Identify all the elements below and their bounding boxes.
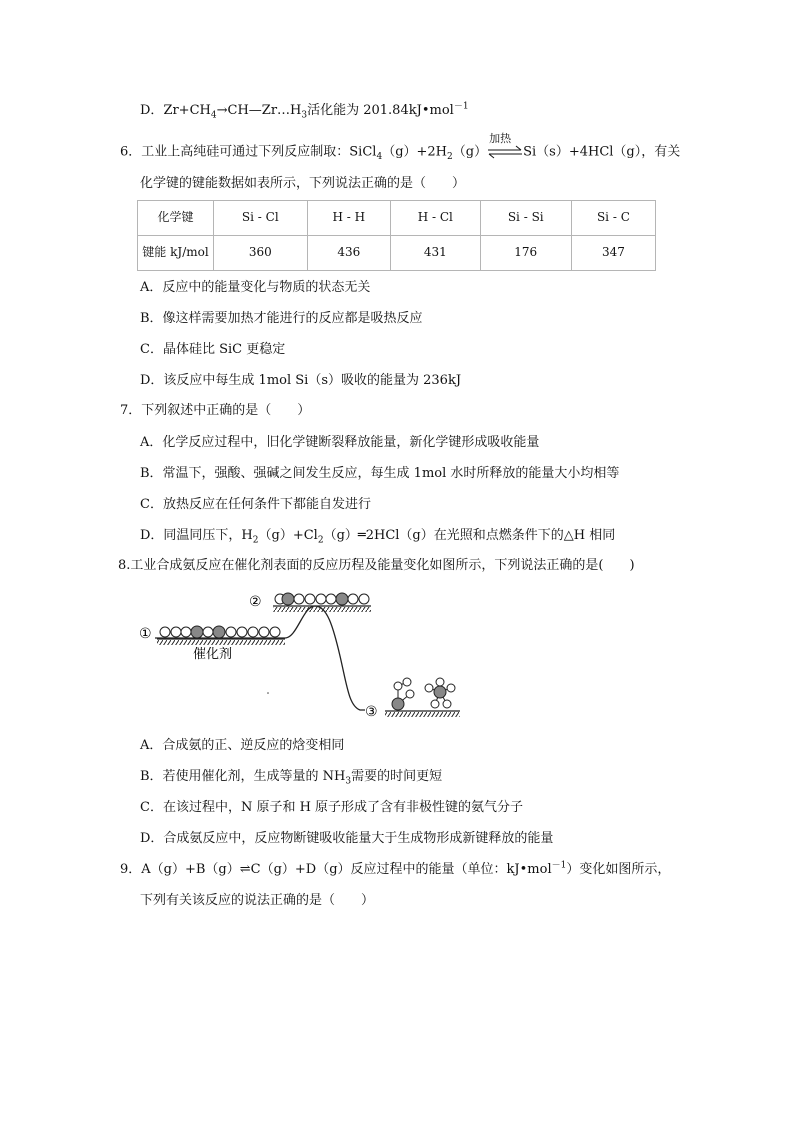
text-part: 工业上高纯硅可通过下列反应制取：SiCl (141, 144, 377, 160)
text-part: （g）═2HCl（g）在光照和点燃条件下的△H 相同 (323, 528, 616, 543)
state-label-1: ① (139, 626, 152, 642)
text-part: 需要的时间更短 (351, 769, 443, 784)
catalyst-surface-diagram (135, 586, 475, 726)
equilibrium-arrow-icon (487, 132, 523, 159)
text-part: （g）+Cl (258, 528, 318, 543)
text-part: B．若使用催化剂，生成等量的 NH (140, 769, 346, 784)
superscript: －1 (453, 101, 469, 112)
subscript: 3 (345, 776, 352, 787)
subscript: 2 (447, 152, 453, 163)
subscript: 2 (317, 535, 324, 546)
reaction-condition: 加热 (489, 132, 512, 145)
text-part: Si（s）+4HCl（g），有关 (523, 144, 681, 160)
subscript: 4 (376, 152, 383, 163)
q7-stem: 7．下列叙述中正确的是（ ） (120, 403, 311, 418)
q7-option-a: A．化学反应过程中，旧化学键断裂释放能量，新化学键形成吸收能量 (140, 435, 540, 450)
q8-option-a: A．合成氨的正、逆反应的焓变相同 (140, 738, 345, 753)
table-header-cell: Si - Si (480, 201, 571, 236)
bond-energy-table (137, 200, 656, 271)
text-part: →CH—Zr…H (216, 103, 302, 118)
q7-option-b: B．常温下，强酸、强碱之间发生反应，每生成 1mol 水时所释放的能量大小均相等 (140, 466, 620, 481)
table-row (138, 236, 656, 271)
q6-option-d: D．该反应中每生成 1mol Si（s）吸收的能量为 236kJ (140, 373, 462, 388)
reaction-pathway-figure (135, 586, 475, 731)
q5-option-d (140, 101, 469, 121)
catalyst-label: 催化剂 (193, 647, 233, 662)
q6-option-a: A．反应中的能量变化与物质的状态无关 (140, 280, 371, 295)
superscript: －1 (551, 860, 567, 871)
table-header-cell: Si - C (571, 201, 655, 236)
table-header-cell: H - Cl (390, 201, 480, 236)
text-part: ）变化如图所示， (566, 862, 671, 877)
q6-stem (120, 132, 681, 163)
q6-option-b: B．像这样需要加热才能进行的反应都是吸热反应 (140, 311, 423, 326)
text-part: 活化能为 201.84kJ•mol (307, 103, 454, 118)
table-cell: 431 (390, 236, 480, 271)
q6-option-c: C．晶体硅比 SiC 更稳定 (140, 342, 286, 357)
state-label-3: ③ (365, 704, 378, 720)
table-cell: 键能 kJ/mol (138, 236, 214, 271)
subscript: 3 (301, 110, 308, 121)
table-header-cell: Si - Cl (214, 201, 308, 236)
subscript: 2 (252, 535, 259, 546)
table-cell: 436 (307, 236, 390, 271)
text-part: 9．A（g）+B（g）⇌C（g）+D（g）反应过程中的能量（单位：kJ•mol (120, 862, 552, 877)
q7-option-d (140, 529, 615, 544)
option-letter: D． (140, 103, 164, 118)
table-cell: 176 (480, 236, 571, 271)
q8-option-d: D．合成氨反应中，反应物断键吸收能量大于生成物形成新键释放的能量 (140, 831, 554, 846)
table-cell: 360 (214, 236, 308, 271)
q8-stem: 8.工业合成氨反应在催化剂表面的反应历程及能量变化如图所示，下列说法正确的是( ) (118, 558, 635, 573)
text-part: Zr+CH (163, 103, 211, 118)
question-number: 6． (120, 144, 142, 160)
state-label-2: ② (249, 594, 262, 610)
table-header-cell: 化学键 (138, 201, 214, 236)
q9-stem-line2: 下列有关该反应的说法正确的是（ ） (140, 893, 375, 908)
q9-stem (120, 860, 671, 878)
q6-stem-line2: 化学键的键能数据如表所示，下列说法正确的是（ ） (140, 176, 466, 191)
q8-option-c: C．在该过程中，N 原子和 H 原子形成了含有非极性键的氨气分子 (140, 800, 524, 815)
table-header-cell: H - H (307, 201, 390, 236)
text-part: D．同温同压下，H (140, 528, 253, 543)
subscript: 4 (210, 110, 217, 121)
table-cell: 347 (571, 236, 655, 271)
q7-option-c: C．放热反应在任何条件下都能自发进行 (140, 497, 371, 512)
q8-option-b (140, 770, 442, 785)
text-part: （g） (452, 144, 488, 160)
table-header-row (138, 201, 656, 236)
text-part: （g）+2H (382, 144, 448, 160)
